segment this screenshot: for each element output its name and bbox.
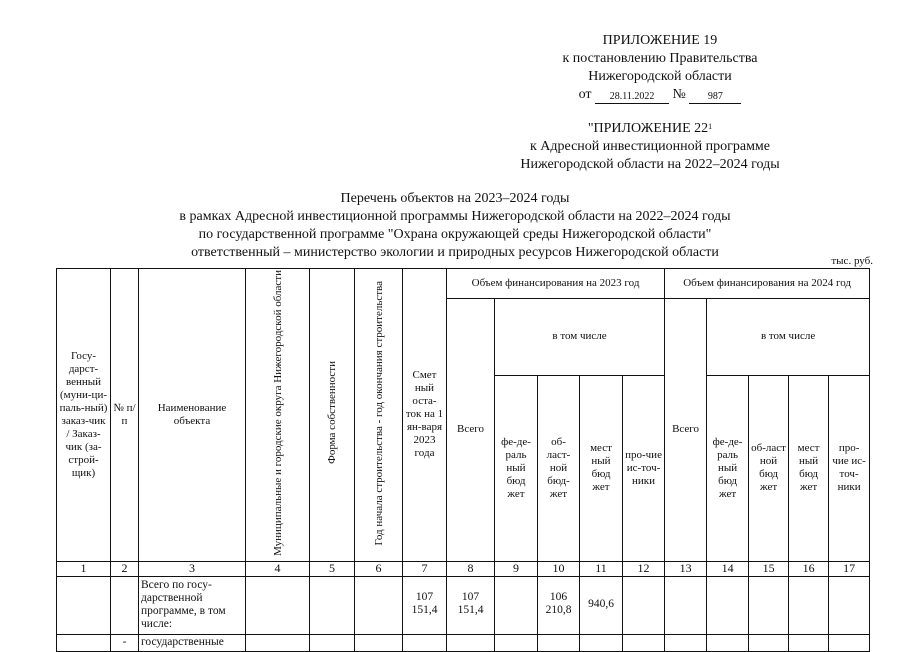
total-regional-2024 [749,576,789,634]
header-num: № п/п [111,269,139,562]
heading-line-2: в рамках Адресной инвестиционной программы Нижегородской области на 2022–2024 годы [179,209,731,224]
appendix-19-title: ПРИЛОЖЕНИЕ 19 [602,33,718,48]
total-local-2024 [789,576,829,634]
heading-line-3: по государственной программе "Охрана окружающей среды Нижегородской области" [198,227,712,242]
state-row [57,634,870,651]
header-fin-2023: Объем финансирования на 2023 год [447,269,665,299]
header-name: Наименование объекта [139,269,246,562]
header-total-2024: Всего [665,299,707,562]
header-local-2023: мест ный бюд жет [580,375,623,561]
objects-table [56,268,870,652]
total-ownership-cell [310,576,355,634]
column-number: 8 [447,561,495,576]
decree-number: 987 [689,90,741,104]
appendix-22-sup: 1 [708,122,713,131]
header-federal-2023: фе-де-раль ный бюд жет [495,375,538,561]
appendix-19-line3: Нижегородской области [588,69,732,84]
total-other-2024 [829,576,870,634]
appendix-22-title: "ПРИЛОЖЕНИЕ $22^1$ [587,121,713,136]
header-total-2023: Всего [447,299,495,562]
column-number: 9 [495,561,538,576]
header-other-2023: про-чие ис-точ-ники [623,375,665,561]
header-remainder: Смет ный оста-ток на 1 ян-варя 2023 года [403,269,447,562]
unit-label: тыс. руб. [831,255,873,267]
state-cell [749,634,789,651]
column-number: 2 [111,561,139,576]
appendix-22-block [505,120,795,174]
total-name: Всего по госу-дарственной программе, в том числе: [139,576,246,634]
header-local-2024: мест ный бюд жет [789,375,829,561]
total-years-cell [355,576,403,634]
column-number: 13 [665,561,707,576]
header-fin-2024: Объем финансирования на 2024 год [665,269,870,299]
state-cell [623,634,665,651]
decree-date: 28.11.2022 [595,90,669,104]
state-cell [246,634,310,651]
total-customer-cell [57,576,111,634]
header-municipal: Муниципальные и городские округа Нижегородской области [246,269,310,562]
column-number: 3 [139,561,246,576]
state-cell [580,634,623,651]
column-number: 17 [829,561,870,576]
header-row-1 [57,269,870,299]
state-cell [310,634,355,651]
state-cell [403,634,447,651]
total-remainder: 107 151,4 [403,576,447,634]
heading-line-4: ответственный – министерство экологии и природных ресурсов Нижегородской области [191,245,719,260]
column-number: 11 [580,561,623,576]
header-incl-2023: в том числе [495,299,665,376]
total-regional-2023: 106 210,8 [538,576,580,634]
appendix-19-line2: к постановлению Правительства [562,51,758,66]
column-number: 16 [789,561,829,576]
appendix-22-line2: к Адресной инвестиционной программе [529,139,771,154]
header-regional-2024: об-ласт ной бюд жет [749,375,789,561]
total-federal-2024 [707,576,749,634]
header-regional-2023: об-ласт-ной бюд-жет [538,375,580,561]
number-label: № [672,87,686,102]
state-cell [355,634,403,651]
header-customer: Госу-дарст-венный (муни-ци-паль-ный) заказ-чик / Заказ-чик (за-строй-щик) [57,269,111,562]
total-num-cell [111,576,139,634]
total-municipal-cell [246,576,310,634]
state-name: государственные [139,634,246,651]
column-number: 15 [749,561,789,576]
column-numbers-row [57,561,870,576]
column-number: 14 [707,561,749,576]
header-years: Год начала строительства - год окончания строительства [355,269,403,562]
state-cell [447,634,495,651]
total-2024 [665,576,707,634]
header-ownership: Форма собственности [310,269,355,562]
column-number: 12 [623,561,665,576]
state-cell [495,634,538,651]
column-number: 10 [538,561,580,576]
appendix-22-line3: Нижегородской области на 2022–2024 годы [520,157,780,172]
appendix-19-block [540,32,780,104]
total-federal-2023 [495,576,538,634]
state-customer-cell [57,634,111,651]
state-cell [789,634,829,651]
header-federal-2024: фе-де-раль ный бюд жет [707,375,749,561]
total-row [57,576,870,634]
column-number: 7 [403,561,447,576]
column-number: 1 [57,561,111,576]
column-number: 4 [246,561,310,576]
document-heading [120,190,790,262]
header-other-2024: про-чие ис-точ-ники [829,375,870,561]
column-number: 6 [355,561,403,576]
state-cell [707,634,749,651]
state-cell [829,634,870,651]
appendix-19-date-line [540,86,780,104]
state-cell [665,634,707,651]
state-num: - [111,634,139,651]
total-local-2023: 940,6 [580,576,623,634]
header-incl-2024: в том числе [707,299,870,376]
state-cell [538,634,580,651]
heading-line-1: Перечень объектов на 2023–2024 годы [340,191,570,206]
total-2023: 107 151,4 [447,576,495,634]
from-label: от [578,87,592,102]
column-number: 5 [310,561,355,576]
total-other-2023 [623,576,665,634]
